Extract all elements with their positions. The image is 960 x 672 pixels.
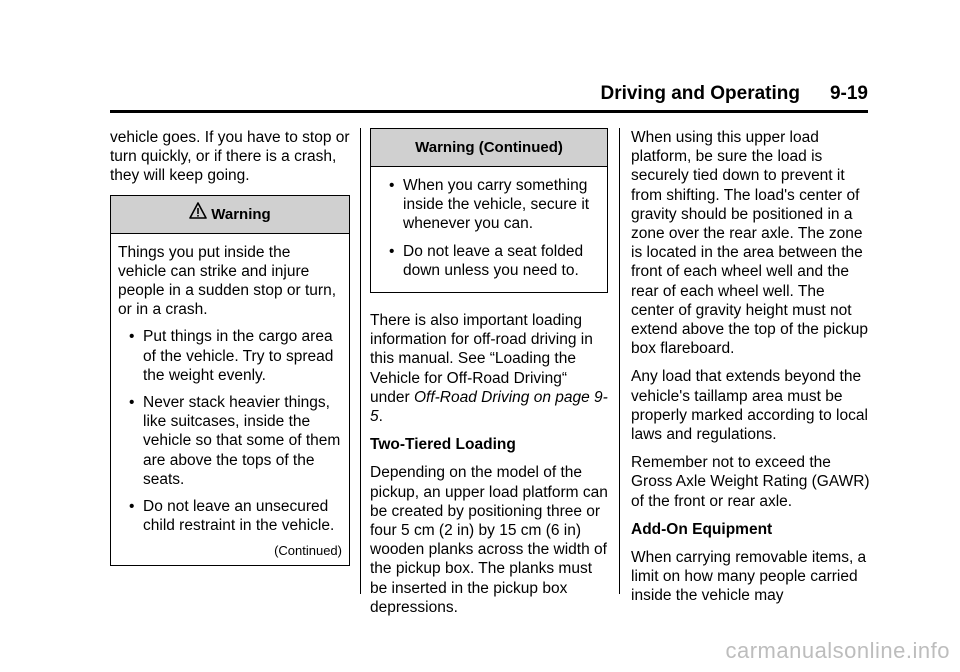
- watermark: carmanualsonline.info: [725, 638, 950, 663]
- bullet-icon: •: [129, 498, 135, 516]
- warning-continued-box: [370, 128, 608, 293]
- loading-info-paragraph: [370, 311, 608, 426]
- bullet-icon: •: [129, 394, 135, 412]
- bullet-icon: •: [389, 242, 395, 260]
- warning-body: [111, 234, 349, 565]
- warning-bullet: [118, 327, 342, 385]
- column-1: [110, 128, 350, 566]
- column-divider: [619, 128, 620, 594]
- taillamp-paragraph: Any load that extends beyond the vehicle's taillamp area must be properly marked according to local laws and regulations.: [631, 368, 868, 444]
- cross-reference-link[interactable]: Off-Road Driving on page 9-5: [370, 388, 608, 426]
- section-title: Driving and Operating: [600, 83, 800, 104]
- paragraph-text: There is also important loading information for off-road driving in this manual. See “Loading the Vehicle for Off-Road Driving“ under: [370, 312, 593, 406]
- page-header: [110, 80, 868, 113]
- bullet-text: Do not leave a seat folded down unless you need to.: [403, 242, 584, 279]
- bullet-text: Put things in the cargo area of the vehicle. Try to spread the weight evenly.: [143, 328, 334, 384]
- column-divider: [360, 128, 361, 594]
- warning-continued-body: [371, 167, 607, 292]
- warning-header: [111, 196, 349, 234]
- intro-paragraph: vehicle goes. If you have to stop or turn quickly, or if there is a crash, they will keep going.: [110, 129, 350, 185]
- bullet-icon: •: [129, 328, 135, 346]
- column-3: [631, 128, 871, 615]
- upper-platform-paragraph: When using this upper load platform, be sure the load is securely tied down to prevent it from shifting. The load's center of gravity should be positioned in a zone over the rear axle. The zone is located in the area between the front of each wheel well and the rear of each wheel well. The center of gravity height must not extend above the top of the pickup box flareboard.: [631, 129, 868, 358]
- warning-continued-header: Warning (Continued): [371, 129, 607, 167]
- warning-lead: Things you put inside the vehicle can strike and injure people in a sudden stop or turn, or in a crash.: [118, 243, 337, 319]
- two-tiered-paragraph: Depending on the model of the pickup, an upper load platform can be created by positioning three or four 5 cm (2 in) by 15 cm (6 in) wooden planks across the width of the pickup box. The planks must be inserted in the pickup box depressions.: [370, 464, 608, 616]
- continued-label: (Continued): [274, 543, 342, 559]
- warning-title: Warning: [211, 205, 271, 223]
- warning-bullet: [118, 393, 342, 489]
- page-number: 9-19: [829, 83, 868, 104]
- add-on-paragraph: When carrying removable items, a limit on how many people carried inside the vehicle may: [631, 549, 867, 605]
- warning-icon: [189, 196, 207, 233]
- warning-bullet: [378, 176, 600, 234]
- warning-bullet: [378, 242, 600, 280]
- bullet-text: Never stack heavier things, like suitcases, inside the vehicle so that some of them are above the tops of the seats.: [143, 394, 341, 488]
- gawr-paragraph: Remember not to exceed the Gross Axle Weight Rating (GAWR) of the front or rear axle.: [631, 454, 870, 510]
- bullet-icon: •: [389, 177, 395, 194]
- warning-box: [110, 195, 350, 566]
- subheading-two-tiered-loading: Two-Tiered Loading: [370, 436, 516, 454]
- bullet-text: Do not leave an unsecured child restraint in the vehicle.: [143, 498, 335, 535]
- warning-bullet: [118, 497, 342, 535]
- subheading-add-on-equipment: Add-On Equipment: [631, 520, 773, 538]
- paragraph-end: .: [378, 408, 383, 426]
- column-2: [370, 128, 608, 626]
- bullet-text: When you carry something inside the vehicle, secure it whenever you can.: [403, 177, 590, 233]
